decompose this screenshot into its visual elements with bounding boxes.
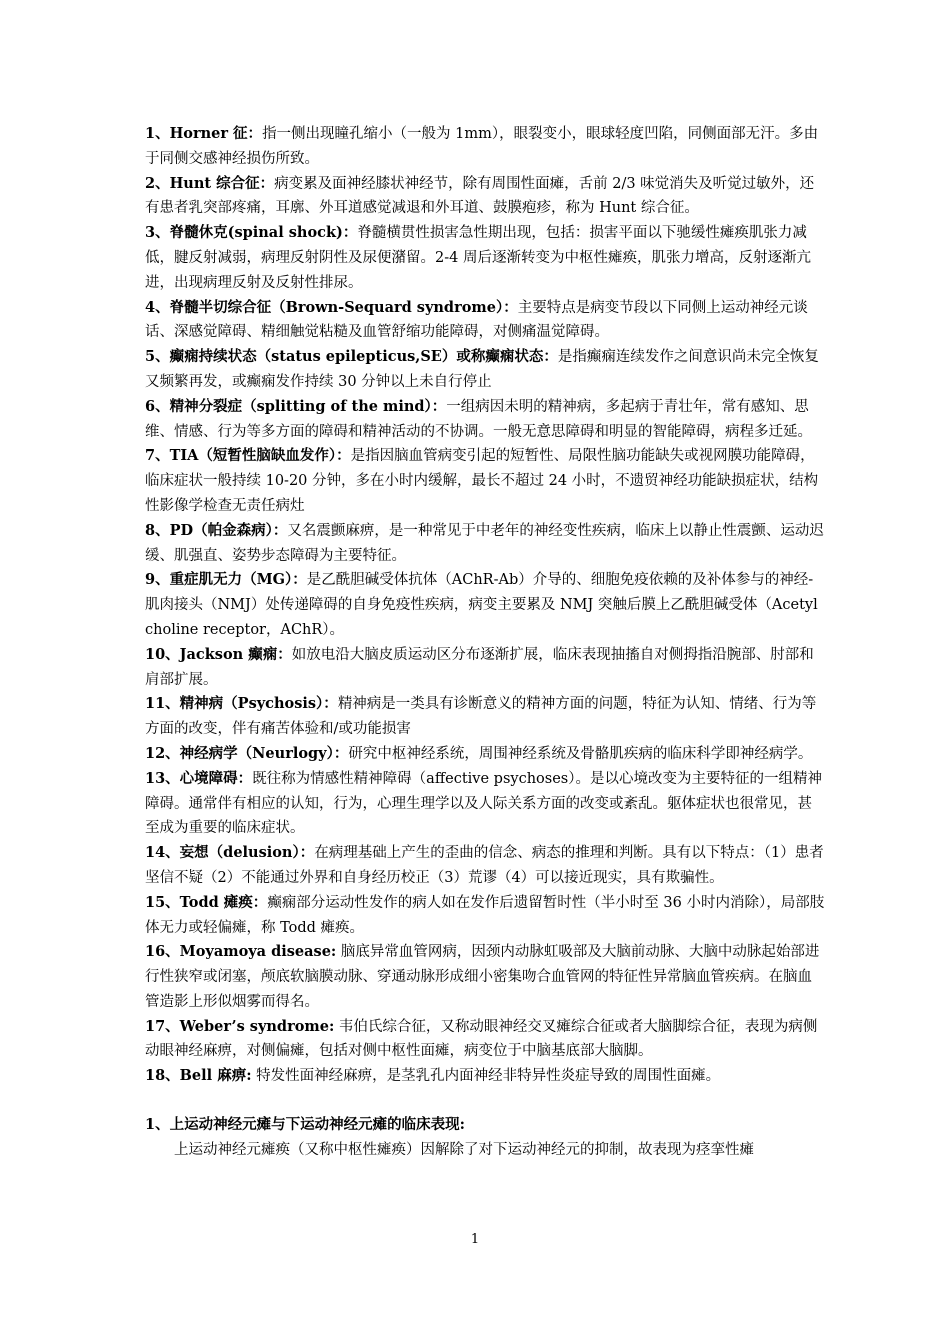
definition-text: 是乙酰胆碱受体抗体（AChR-Ab）介导的、细胞免疫依赖的及补体参与的神经-肌肉接头（NMJ）处传递障碍的自身免疫性疾病，病变主要累及 NMJ 突触后膜上乙酰胆碱受体（Acetylcholine receptor，AChR）。 xyxy=(145,572,818,638)
definition-entry xyxy=(145,296,825,346)
definition-term: 12、神经病学（Neurlogy）： xyxy=(145,744,349,762)
definition-term: 17、Weber’s syndrome: xyxy=(145,1017,335,1035)
definition-entry xyxy=(145,692,825,742)
definition-term: 15、Todd 瘫痪： xyxy=(145,893,268,911)
definition-entry xyxy=(145,444,825,518)
definition-entry xyxy=(145,568,825,642)
definition-entry xyxy=(145,643,825,693)
definition-text: 又名震颤麻痹，是一种常见于中老年的神经变性疾病，临床上以静止性震颤、运动迟缓、肌强直、姿势步态障碍为主要特征。 xyxy=(145,522,824,564)
definition-text: 主要特点是病变节段以下同侧上运动神经元谈话、深感觉障碍、精细触觉粘糙及血管舒缩功能障碍，对侧痛温觉障碍。 xyxy=(145,299,808,341)
definition-text: 病变累及面神经膝状神经节，除有周围性面瘫，舌前 2/3 味觉消失及听觉过敏外，还有患者乳突部疼痛，耳廓、外耳道感觉减退和外耳道、鼓膜疱疹，称为 Hunt 综合征。 xyxy=(145,175,815,217)
definition-entry xyxy=(145,841,825,891)
definition-list xyxy=(145,122,825,1089)
definition-text: 是指因脑血管病变引起的短暂性、局限性脑功能缺失或视网膜功能障碍，临床症状一般持续 10-20 分钟，多在小时内缓解，最长不超过 24 小时，不遗贸神经功能缺损症状，结构性影像学检查无责任病灶 xyxy=(145,448,819,514)
definition-text: 是指癫痫连续发作之间意识尚未完全恢复又频繁再发，或癫痫发作持续 30 分钟以上未自行停止 xyxy=(145,349,819,390)
definition-term: 18、Bell 麻痹: xyxy=(145,1067,252,1085)
definition-term: 1、Horner 征： xyxy=(145,125,263,142)
definition-entry xyxy=(145,1064,825,1089)
definition-text: 既往称为情感性精神障碍（affective psychoses）。是以心境改变为主要特征的一组精神障碍。通常伴有相应的认知，行为，心理生理学以及人际关系方面的改变或紊乱。躯体症状也很常见，甚至成为重要的临床症状。 xyxy=(145,770,822,837)
definition-term: 2、Hunt 综合征： xyxy=(145,174,275,192)
definition-term: 9、重症肌无力（MG）： xyxy=(145,571,307,589)
section-title: 1、上运动神经元瘫与下运动神经元瘫的临床表现: xyxy=(145,1116,465,1134)
page-number: 1 xyxy=(470,1232,480,1247)
definition-entry xyxy=(145,172,825,222)
definition-entry xyxy=(145,1015,825,1065)
definition-text: 脑底异常血管网病，因颈内动脉虹吸部及大脑前动脉、大脑中动脉起始部进行性狭窄或闭塞，颅底软脑膜动脉、穿通动脉形成细小密集吻合血管网的特征性异常脑血管疾病。在脑血管造影上形似烟雾而得名。 xyxy=(145,944,820,1010)
definition-text: 精神病是一类具有诊断意义的精神方面的问题，特征为认知、情绪、行为等方面的改变，伴有痛苦体验和/或功能损害 xyxy=(145,696,817,738)
definition-entry xyxy=(145,742,825,767)
definition-entry xyxy=(145,940,825,1014)
definition-entry xyxy=(145,122,825,172)
definition-term: 3、脊髓休克(spinal shock)： xyxy=(145,224,358,242)
definition-entry xyxy=(145,891,825,941)
definition-text: 脊髓横贯性损害急性期出现，包括：损害平面以下驰缓性瘫痪肌张力减低，腱反射减弱，病理反射阴性及尿便潴留。2-4 周后逐渐转变为中枢性瘫痪，肌张力增高，反射逐渐亢进，出现病理反射及反射性排尿。 xyxy=(145,225,811,291)
definition-term: 16、Moyamoya disease: xyxy=(145,943,337,961)
definition-term: 8、PD（帕金森病）： xyxy=(145,521,288,539)
definition-text: 如放电沿大脑皮质运动区分布逐渐扩展，临床表现抽搐自对侧拇指沿腕部、肘部和肩部扩展。 xyxy=(145,646,814,688)
definition-entry xyxy=(145,767,825,841)
definition-entry xyxy=(145,395,825,445)
definition-entry xyxy=(145,519,825,569)
definition-text: 在病理基础上产生的歪曲的信念、病态的推理和判断。具有以下特点：（1）患者坚信不疑（2）不能通过外界和自身经历校正（3）荒谬（4）可以接近现实，具有欺骗性。 xyxy=(145,845,824,886)
definition-text: 韦伯氏综合征，又称动眼神经交叉瘫综合征或者大脑脚综合征，表现为病侧动眼神经麻痹，对侧偏瘫，包括对侧中枢性面瘫，病变位于中脑基底部大脑脚。 xyxy=(145,1018,818,1060)
document-body xyxy=(145,122,825,1163)
definition-term: 13、心境障碍： xyxy=(145,769,253,787)
definition-term: 7、TIA（短暂性脑缺血发作）： xyxy=(145,447,351,465)
section-spacer xyxy=(145,1089,825,1113)
definition-term: 5、癫痫持续状态（status epilepticus,SE）或称癫痫状态： xyxy=(145,348,558,366)
definition-entry xyxy=(145,345,825,395)
definition-text: 指一侧出现瞳孔缩小（一般为 1mm），眼裂变小，眼球轻度凹陷，同侧面部无汗。多由于同侧交感神经损伤所致。 xyxy=(145,126,819,167)
definition-term: 14、妄想（delusion）： xyxy=(145,844,315,862)
definition-term: 10、Jackson 癫痫： xyxy=(145,645,292,663)
definition-term: 11、精神病（Psychosis）： xyxy=(145,695,338,713)
definition-text: 一组病因未明的精神病，多起病于青壮年，常有感知、思维、情感、行为等多方面的障碍和精神活动的不协调。一般无意思障碍和明显的智能障碍，病程多迁延。 xyxy=(145,398,812,440)
definition-term: 6、精神分裂症（splitting of the mind）： xyxy=(145,397,447,415)
definition-text: 癫痫部分运动性发作的病人如在发作后遗留暂时性（半小时至 36 小时内消除），局部肢体无力或轻偏瘫，称 Todd 瘫痪。 xyxy=(145,894,825,936)
definition-text: 特发性面神经麻痹，是茎乳孔内面神经非特异性炎症导致的周围性面瘫。 xyxy=(251,1068,721,1085)
definition-term: 4、脊髓半切综合征（Brown-Sequard syndrome）： xyxy=(145,298,518,316)
definition-text: 研究中枢神经系统，周围神经系统及骨骼肌疾病的临床科学即神经病学。 xyxy=(348,745,813,762)
definition-entry xyxy=(145,221,825,295)
section-paragraph: 上运动神经元瘫痪（又称中枢性瘫痪）因解除了对下运动神经元的抑制，故表现为痉挛性瘫 xyxy=(174,1141,754,1158)
